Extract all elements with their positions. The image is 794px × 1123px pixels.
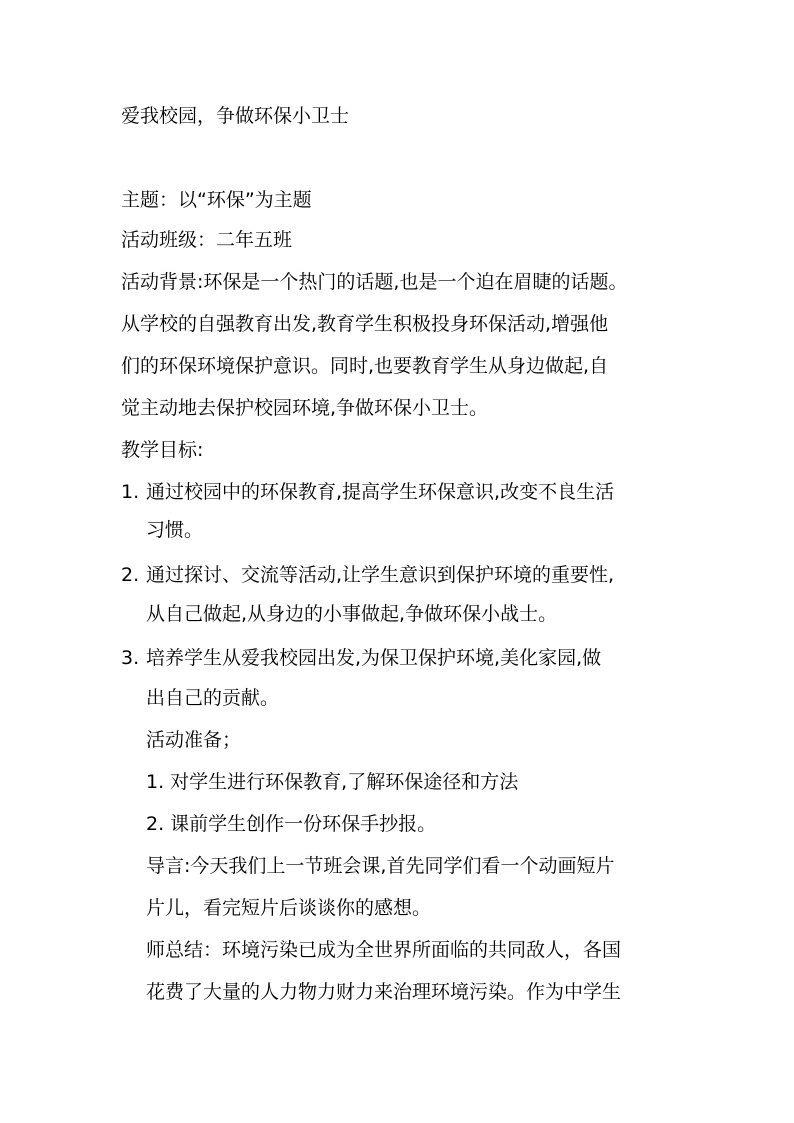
goal-1-line-1: 通过校园中的环保教育,提高学生环保意识,改变不良生活 <box>146 481 615 503</box>
background-line-3: 们的环保环境保护意识。同时,也要教育学生从身边做起,自 <box>121 355 609 377</box>
summary-line-2: 花费了大量的人力物力财力来治理环境污染。作为中学生 <box>146 981 622 1003</box>
summary-line-1: 师总结：环境污染已成为全世界所面临的共同敌人，各国 <box>146 939 622 961</box>
background-line-4: 觉主动地去保护校园环境,争做环保小卫士。 <box>121 397 489 419</box>
goals-heading: 教学目标: <box>121 439 204 461</box>
goal-2-marker: 2. <box>121 564 140 586</box>
background-line-2: 从学校的自强教育出发,教育学生积极投身环保活动,增强他 <box>121 313 609 335</box>
goal-3-line-2: 出自己的贡献。 <box>146 687 280 709</box>
goal-3-marker: 3. <box>121 647 140 669</box>
document-title: 爱我校园，争做环保小卫士 <box>121 105 350 127</box>
background-line-1: 活动背景:环保是一个热门的话题,也是一个迫在眉睫的话题。 <box>121 271 628 293</box>
prep-item-2: 2. 课前学生创作一份环保手抄报。 <box>146 813 437 835</box>
goal-2-line-2: 从自己做起,从身边的小事做起,争做环保小战士。 <box>146 603 558 625</box>
theme-line: 主题：以“环保”为主题 <box>121 189 312 211</box>
goal-1-line-2: 习惯。 <box>146 519 204 541</box>
intro-line-2: 片儿，看完短片后谈谈你的感想。 <box>146 897 432 919</box>
goal-3-line-1: 培养学生从爱我校园出发,为保卫保护环境,美化家园,做 <box>146 647 602 669</box>
intro-line-1: 导言:今天我们上一节班会课,首先同学们看一个动画短片 <box>146 855 615 877</box>
class-line: 活动班级：二年五班 <box>121 229 293 251</box>
goal-1-marker: 1. <box>121 481 140 503</box>
prep-heading: 活动准备； <box>146 729 242 751</box>
goal-2-line-1: 通过探讨、交流等活动,让学生意识到保护环境的重要性, <box>146 564 615 586</box>
prep-item-1: 1. 对学生进行环保教育,了解环保途径和方法 <box>146 771 519 793</box>
